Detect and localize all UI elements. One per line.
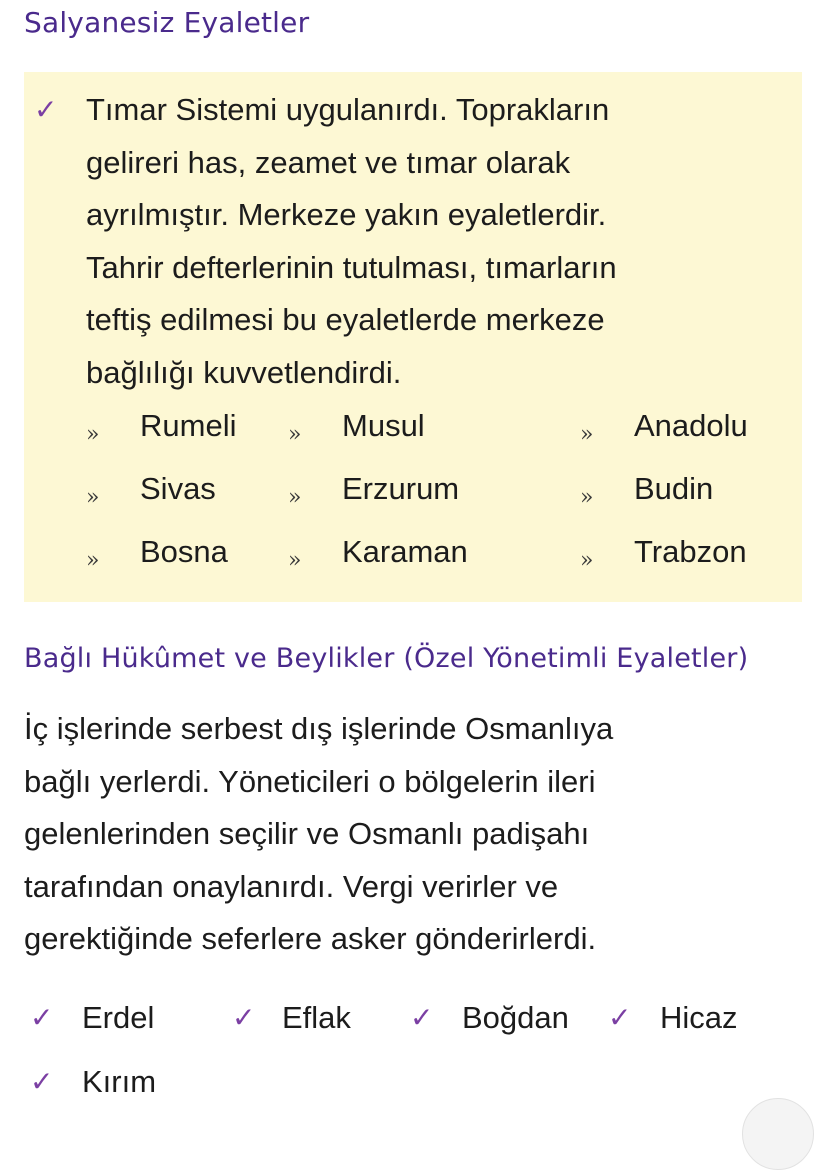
province-item: Anadolu <box>634 408 748 443</box>
bullet-icon: » <box>288 422 302 447</box>
check-icon: ✓ <box>410 1001 434 1034</box>
province-item: Erzurum <box>342 471 460 506</box>
province-item: Rumeli <box>140 408 237 443</box>
paragraph-line: gerektiğinde seferlere asker gönderirlerdi. <box>24 921 597 956</box>
bullet-icon: » <box>288 485 302 510</box>
province-item: Bosna <box>140 534 228 569</box>
check-icon: ✓ <box>608 1001 632 1034</box>
paragraph-line: İç işlerinde serbest dış işlerinde Osmanlıya <box>24 711 614 746</box>
paragraph-line: gelenlerinden seçilir ve Osmanlı padişahı <box>24 816 590 851</box>
bullet-icon: » <box>580 422 594 447</box>
province-item: Musul <box>342 408 425 443</box>
section-title-salyanesiz: Salyanesiz Eyaletler <box>24 6 310 39</box>
autonomous-item: Boğdan <box>462 1000 569 1035</box>
paragraph-line: tarafından onaylanırdı. Vergi verirler ve <box>24 868 559 904</box>
bullet-icon: » <box>580 485 594 510</box>
province-item: Budin <box>634 471 714 506</box>
paragraph-line: bağlılığı kuvvetlendirdi. <box>86 354 402 390</box>
check-icon: ✓ <box>34 93 58 126</box>
bullet-icon: » <box>86 485 100 510</box>
autonomous-item: Eflak <box>282 1000 351 1035</box>
check-icon: ✓ <box>232 1001 256 1034</box>
bullet-icon: » <box>580 548 594 573</box>
section-title-bagli: Bağlı Hükûmet ve Beylikler (Özel Yönetimli Eyaletler) <box>24 643 749 674</box>
paragraph-bagli <box>24 703 804 966</box>
check-icon: ✓ <box>30 1065 54 1098</box>
paragraph-line: ayrılmıştır. Merkeze yakın eyaletlerdir. <box>86 197 607 232</box>
province-item: Sivas <box>140 471 216 506</box>
autonomous-item: Hicaz <box>660 1000 738 1035</box>
scroll-button[interactable] <box>742 1098 814 1170</box>
paragraph-line: gelireri has, zeamet ve tımar olarak <box>86 144 571 180</box>
paragraph-line: Tahrir defterlerinin tutulması, tımarların <box>86 249 617 285</box>
paragraph-line: Tımar Sistemi uygulanırdı. Toprakların <box>86 92 610 127</box>
bullet-icon: » <box>288 548 302 573</box>
bullet-icon: » <box>86 548 100 573</box>
province-item: Trabzon <box>634 534 747 569</box>
autonomous-item: Kırım <box>82 1064 157 1099</box>
check-icon: ✓ <box>30 1001 54 1034</box>
province-item: Karaman <box>342 534 468 569</box>
autonomous-item: Erdel <box>82 1000 155 1035</box>
info-box-salyanesiz <box>24 72 802 602</box>
bullet-icon: » <box>86 422 100 447</box>
paragraph-line: bağlı yerlerdi. Yöneticileri o bölgelerin ileri <box>24 763 596 799</box>
paragraph-salyanesiz <box>86 84 786 399</box>
paragraph-line: teftiş edilmesi bu eyaletlerde merkeze <box>86 302 605 337</box>
